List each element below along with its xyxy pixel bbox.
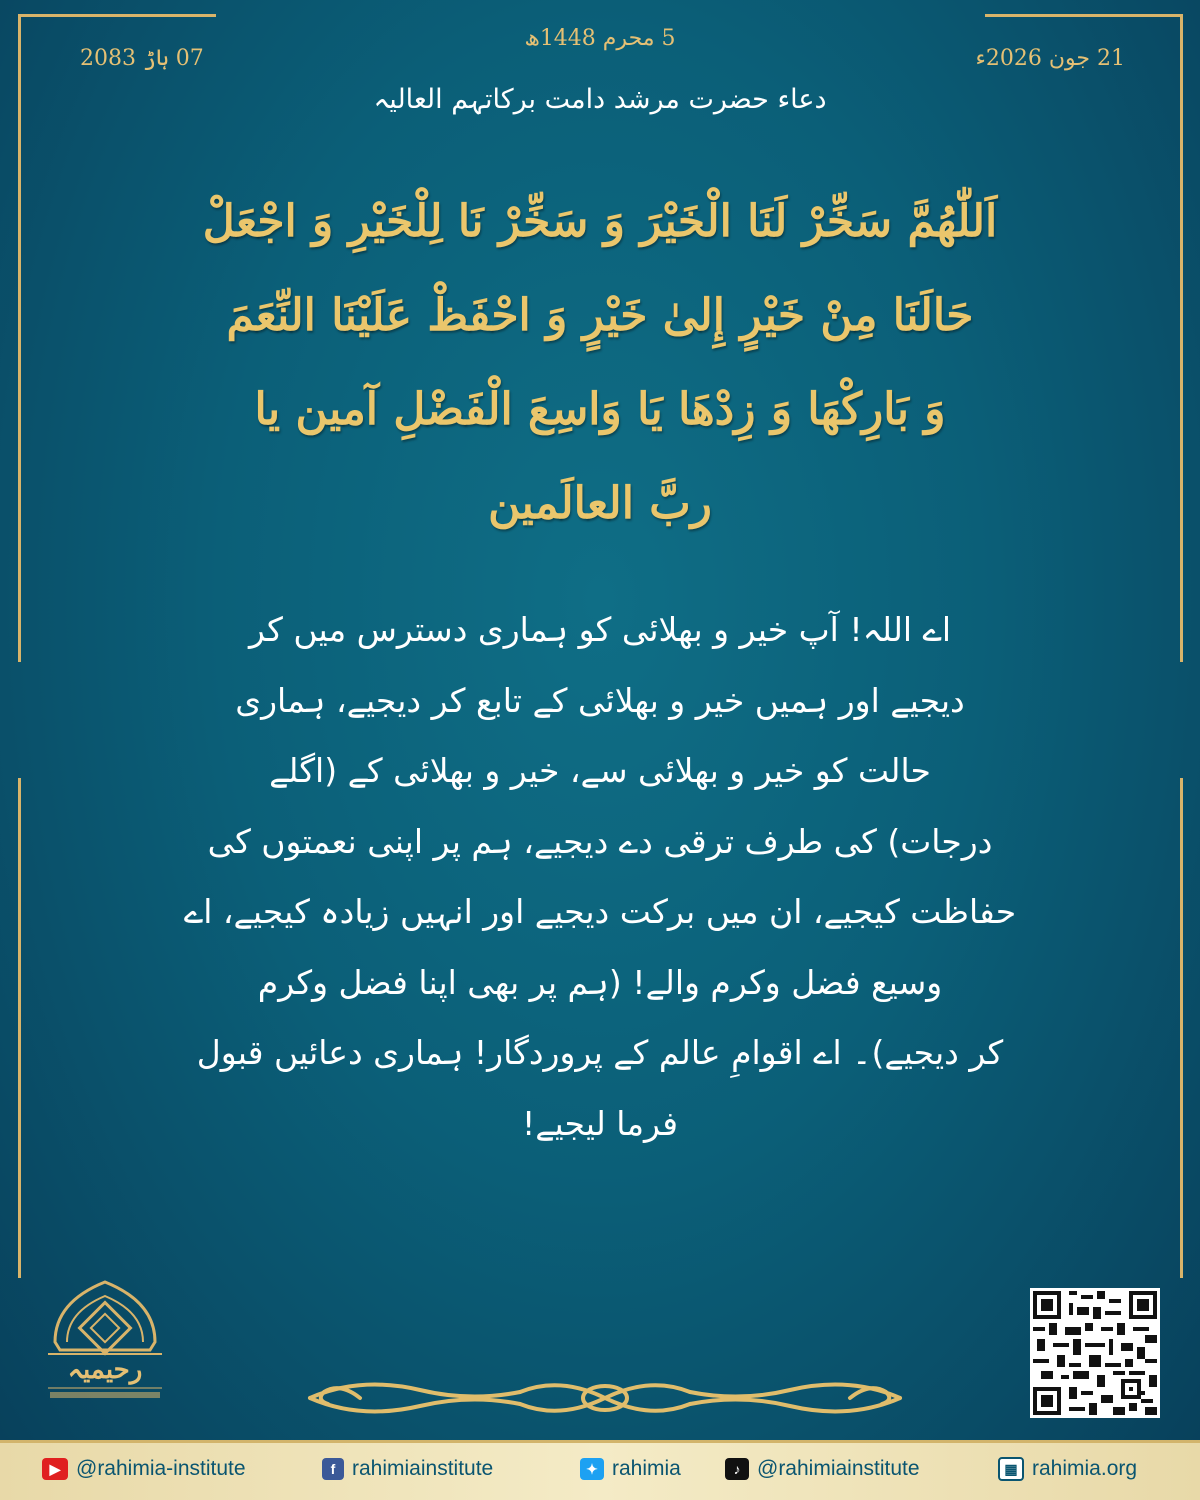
- youtube-link[interactable]: [42, 1457, 246, 1481]
- web-icon: ▦: [998, 1457, 1024, 1481]
- translation-line: دیجیے اور ہمیں خیر و بھلائی کے تابع کر دیجیے، ہماری: [235, 680, 965, 720]
- footer-bar: [0, 1440, 1200, 1500]
- qr-code[interactable]: [1030, 1288, 1160, 1418]
- twitter-handle: rahimia: [612, 1457, 681, 1480]
- facebook-handle: rahimiainstitute: [352, 1457, 494, 1480]
- decorative-ornament: [300, 1370, 910, 1426]
- tiktok-handle: @rahimiainstitute: [757, 1457, 920, 1480]
- hijri-date: 5 محرم 1448ھ: [524, 26, 676, 51]
- page-subtitle: دعاء حضرت مرشد دامت برکاتہم العالیہ: [373, 84, 827, 115]
- gregorian-date: 21 جون 2026ء: [975, 46, 1125, 71]
- dua-line: وَ بَارِكْهَا وَ زِدْهَا يَا وَاسِعَ الْفَضْلِ آمين يا: [254, 384, 946, 435]
- institute-logo: [40, 1280, 170, 1415]
- bikrami-date: 07 ہاڑ 2083: [80, 46, 204, 71]
- website-link[interactable]: [998, 1457, 1137, 1481]
- twitter-link[interactable]: [580, 1457, 681, 1481]
- facebook-icon: f: [322, 1458, 344, 1480]
- translation-line: وسیع فضل وکرم والے! (ہم پر بھی اپنا فضل وکرم: [257, 962, 943, 1002]
- tiktok-icon: ♪: [725, 1458, 749, 1480]
- translation-line: درجات) کی طرف ترقی دے دیجیے، ہم پر اپنی نعمتوں کی: [207, 821, 993, 861]
- facebook-link[interactable]: [322, 1457, 493, 1481]
- translation-line: حالت کو خیر و بھلائی سے، خیر و بھلائی کے (اگلے: [269, 751, 931, 790]
- dua-line: اَللّٰهُمَّ سَخِّرْ لَنَا الْخَيْرَ وَ سَخِّرْ نَا لِلْخَيْرِ وَ اجْعَلْ: [202, 196, 998, 247]
- dua-arabic: [150, 175, 1050, 551]
- translation-line: حفاظت کیجیے، ان میں برکت دیجیے اور انہیں زیادہ کیجیے، اے: [183, 892, 1017, 931]
- logo-wordmark: رحیمیہ: [67, 1355, 143, 1385]
- website-url: rahimia.org: [1032, 1457, 1138, 1480]
- youtube-icon: ▶: [42, 1458, 68, 1480]
- dua-line: حَالَنَا مِنْ خَيْرٍ إِلىٰ خَيْرٍ وَ احْفَظْ عَلَيْنَا النِّعَمَ: [226, 290, 974, 341]
- translation-line: کر دیجیے)۔ اے اقوامِ عالم کے پروردگار! ہماری دعائیں قبول: [196, 1033, 1004, 1072]
- twitter-icon: ✦: [580, 1458, 604, 1480]
- youtube-handle: @rahimia-institute: [76, 1457, 246, 1480]
- dua-line: ربَّ العالَمين: [488, 478, 712, 529]
- translation-line: فرما لیجیے!: [521, 1103, 679, 1143]
- tiktok-link[interactable]: [725, 1457, 920, 1481]
- translation-line: اے اللہ! آپ خیر و بھلائی کو ہماری دسترس میں کر: [248, 610, 952, 649]
- translation-urdu: [170, 595, 1030, 1159]
